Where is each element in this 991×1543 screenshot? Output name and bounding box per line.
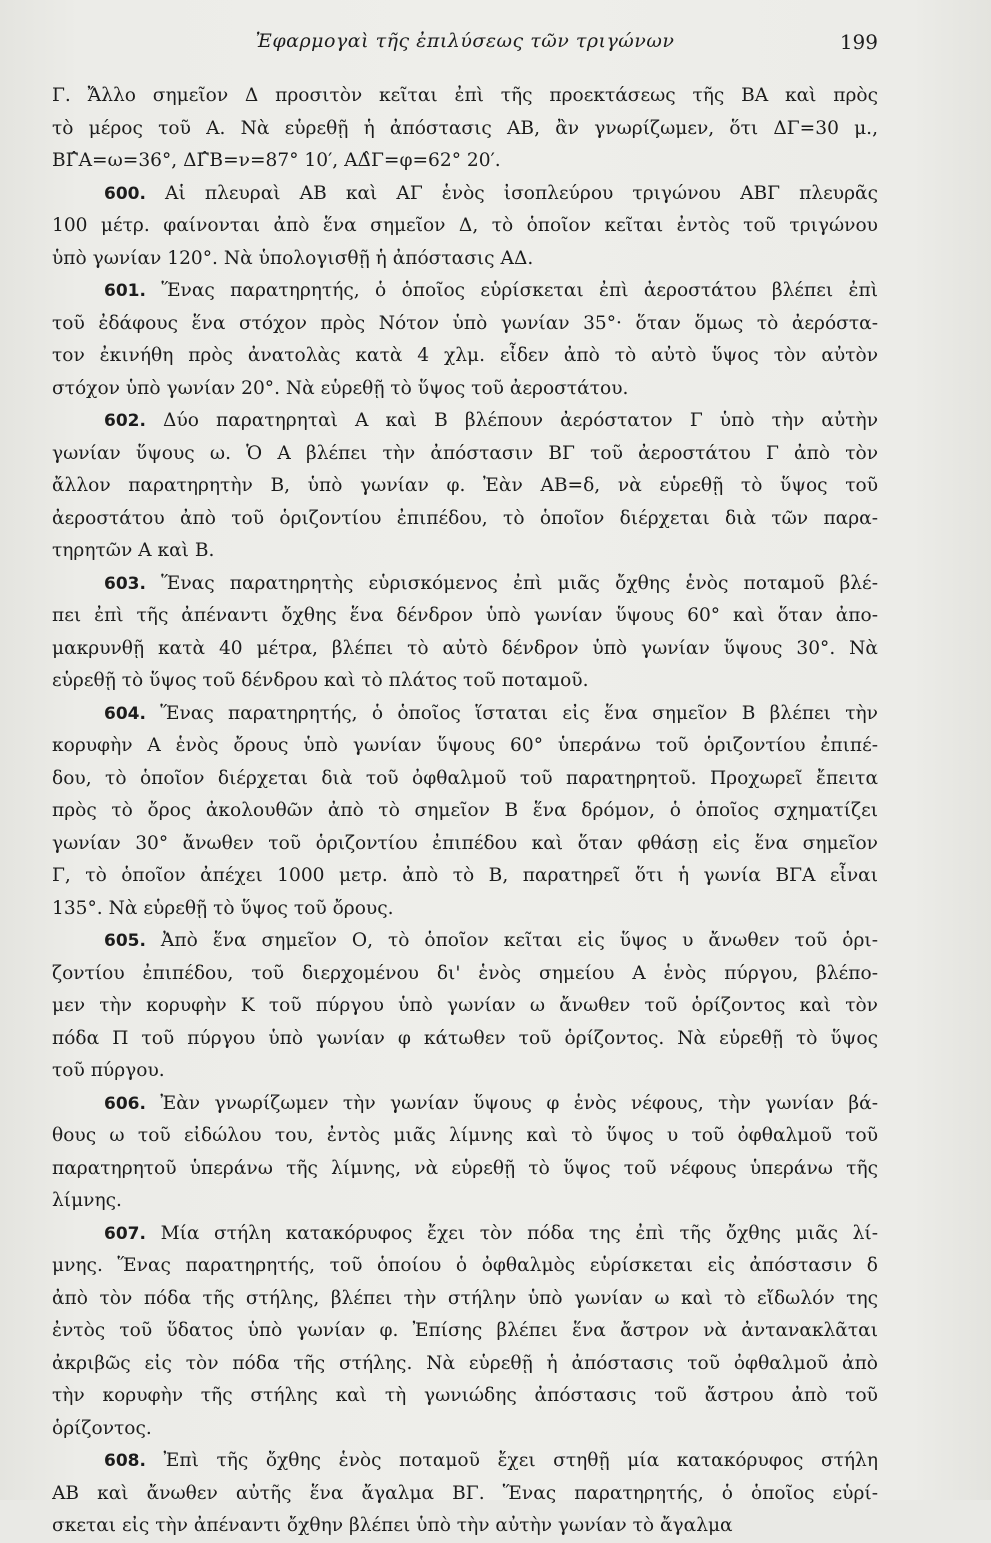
text-line — [52, 600, 878, 633]
line-text: τον ἐκινήθη πρὸς ἀνατολὰς κατὰ 4 χλμ. εἶδεν ἀπὸ τὸ αὐτὸ ὕψος τὸν αὐτὸν — [52, 345, 878, 366]
text-line — [52, 828, 878, 861]
problem-606 — [52, 1088, 878, 1218]
line-text: Ἕνας παρατηρητής, ὁ ὁποῖος εὑρίσκεται ἐπὶ ἀεροστάτου βλέπει ἐπὶ — [161, 280, 878, 301]
line-text: ἀπὸ τὸν πόδα τῆς στήλης, βλέπει τὴν στήλην ὑπὸ γωνίαν ω καὶ τὸ εἴδωλόν της — [52, 1287, 878, 1309]
text-line — [52, 893, 878, 926]
text-line — [52, 958, 878, 991]
text-line — [52, 1120, 878, 1153]
text-line — [52, 568, 878, 601]
text-line — [52, 925, 878, 958]
text-line — [52, 1478, 878, 1511]
text-line — [52, 275, 878, 308]
line-text: ζοντίου ἐπιπέδου, τοῦ διερχομένου δι' ἑνὸς σημείου Α ἑνὸς πύργου, βλέπο- — [52, 962, 878, 984]
line-text: Ἕνας παρατηρητής, ὁ ὁποῖος ἵσταται εἰς ἕνα σημεῖον Β βλέπει τὴν — [160, 702, 878, 724]
line-text: ὁρίζοντος. — [52, 1417, 152, 1439]
problem-number: 607. — [104, 1223, 146, 1244]
problem-602 — [52, 405, 878, 568]
page-header — [52, 30, 878, 58]
problem-605 — [52, 925, 878, 1088]
line-text: τοῦ ἐδάφους ἕνα στόχον πρὸς Νότον ὑπὸ γωνίαν 35°· ὅταν ὅμως τὸ ἀερόστα- — [52, 312, 878, 334]
text-line — [52, 1315, 878, 1348]
line-text: Μία στήλη κατακόρυφος ἔχει τὸν πόδα της ἐπὶ τῆς ὄχθης μιᾶς λί- — [160, 1222, 878, 1244]
line-text: παρατηρητοῦ ὑπεράνω τῆς λίμνης, νὰ εὑρεθῇ τὸ ὕψος τοῦ νέφους ὑπεράνω τῆς — [52, 1157, 878, 1179]
line-text: τὸ μέρος τοῦ Α. Νὰ εὑρεθῇ ἡ ἀπόστασις ΑΒ, ἂν γνωρίζωμεν, ὅτι ΔΓ=30 μ., — [52, 117, 878, 139]
line-text: στόχον ὑπὸ γωνίαν 20°. Νὰ εὑρεθῇ τὸ ὕψος τοῦ ἀεροστάτου. — [52, 377, 629, 399]
text-line — [52, 1445, 878, 1478]
text-line — [52, 1185, 878, 1218]
line-text: μακρυνθῇ κατὰ 40 μέτρα, βλέπει τὸ αὐτὸ δένδρον ὑπὸ γωνίαν ὕψους 30°. Νὰ — [52, 637, 878, 659]
text-line — [52, 113, 878, 146]
problem-607 — [52, 1218, 878, 1446]
text-line — [52, 80, 878, 113]
line-text: Δύο παρατηρηταὶ Α καὶ Β βλέπουν ἀερόστατον Γ ὑπὸ τὴν αὐτὴν — [163, 410, 878, 431]
line-text: ἀκριβῶς εἰς τὸν πόδα τῆς στήλης. Νὰ εὑρεθῇ ἡ ἀπόστασις τοῦ ὀφθαλμοῦ ἀπὸ — [52, 1352, 878, 1374]
body-text — [52, 80, 878, 1543]
text-line — [52, 633, 878, 666]
problem-604 — [52, 698, 878, 926]
line-text: γωνίαν ὕψους ω. Ὁ Α βλέπει τὴν ἀπόστασιν ΒΓ τοῦ ἀεροστάτου Γ ἀπὸ τὸν — [52, 442, 878, 464]
text-line — [52, 340, 878, 373]
text-line — [52, 308, 878, 341]
text-line — [52, 1055, 878, 1088]
problem-number: 608. — [104, 1451, 146, 1471]
line-text: 135°. Νὰ εὑρεθῇ τὸ ὕψος τοῦ ὄρους. — [52, 897, 394, 919]
text-line — [52, 1023, 878, 1056]
text-line — [52, 470, 878, 503]
line-text: Γ. Ἄλλο σημεῖον Δ προσιτὸν κεῖται ἐπὶ τῆς προεκτάσεως τῆς ΒΑ καὶ πρὸς — [52, 85, 878, 106]
text-line — [52, 1088, 878, 1121]
line-text: εὑρεθῇ τὸ ὕψος τοῦ δένδρου καὶ τὸ πλάτος τοῦ ποταμοῦ. — [52, 670, 589, 691]
problem-continuation — [52, 80, 878, 178]
line-text: πόδα Π τοῦ πύργου ὑπὸ γωνίαν φ κάτωθεν τοῦ ὁρίζοντος. Νὰ εὑρεθῇ τὸ ὕψος — [52, 1027, 878, 1049]
page-number: 199 — [839, 30, 878, 54]
line-text: μνης. Ἕνας παρατηρητής, τοῦ ὁποίου ὁ ὀφθαλμὸς εὑρίσκεται εἰς ἀπόστασιν δ — [52, 1255, 878, 1276]
line-text: γωνίαν 30° ἄνωθεν τοῦ ὁριζοντίου ἐπιπέδου καὶ ὅταν φθάσῃ εἰς ἕνα σημεῖον — [52, 832, 878, 854]
line-text: Ἐὰν γνωρίζωμεν τὴν γωνίαν ὕψους φ ἑνὸς νέφους, τὴν γωνίαν βά- — [160, 1092, 878, 1114]
text-line — [52, 243, 878, 276]
text-line — [52, 1380, 878, 1413]
text-line — [52, 1413, 878, 1446]
text-line — [52, 665, 878, 698]
line-text: λίμνης. — [52, 1190, 122, 1211]
line-text: Γ, τὸ ὁποῖον ἀπέχει 1000 μετρ. ἀπὸ τὸ Β, παρατηρεῖ ὅτι ἡ γωνία ΒΓΑ εἶναι — [52, 865, 878, 886]
text-line — [52, 860, 878, 893]
problem-608 — [52, 1445, 878, 1543]
line-text: 100 μέτρ. φαίνονται ἀπὸ ἕνα σημεῖον Δ, τὸ ὁποῖον κεῖται ἐντὸς τοῦ τριγώνου — [52, 215, 878, 236]
text-line — [52, 1153, 878, 1186]
problem-number: 602. — [104, 411, 146, 431]
text-line — [52, 1218, 878, 1251]
text-line — [52, 178, 878, 211]
line-text: τοῦ πύργου. — [52, 1060, 165, 1081]
line-text: ἄλλον παρατηρητὴν Β, ὑπὸ γωνίαν φ. Ἐὰν ΑΒ=δ, νὰ εὑρεθῇ τὸ ὕψος τοῦ — [52, 475, 878, 496]
line-text: τὴν κορυφὴν τῆς στήλης καὶ τὴ γωνιώδης ἀπόστασις τοῦ ἄστρου ἀπὸ τοῦ — [52, 1385, 878, 1406]
line-text: ἀεροστάτου ἀπὸ τοῦ ὁριζοντίου ἐπιπέδου, τὸ ὁποῖον διέρχεται διὰ τῶν παρα- — [52, 507, 878, 529]
running-title: Ἐφαρμογαὶ τῆς ἐπιλύσεως τῶν τριγώνων — [255, 30, 675, 52]
text-line — [52, 698, 878, 731]
problem-number: 605. — [104, 931, 146, 951]
text-line — [52, 990, 878, 1023]
text-line — [52, 795, 878, 828]
line-text: Ἀπὸ ἕνα σημεῖον Ο, τὸ ὁποῖον κεῖται εἰς ὕψος υ ἄνωθεν τοῦ ὁρι- — [160, 930, 878, 951]
line-text: ΑΒ καὶ ἄνωθεν αὐτῆς ἕνα ἄγαλμα ΒΓ. Ἕνας παρατηρητής, ὁ ὁποῖος εὑρί- — [52, 1482, 878, 1504]
text-line — [52, 210, 878, 243]
text-line — [52, 1250, 878, 1283]
text-line — [52, 535, 878, 568]
problem-601 — [52, 275, 878, 405]
line-text: κορυφὴν Α ἑνὸς ὄρους ὑπὸ γωνίαν ὕψους 60° ὑπεράνω τοῦ ὁριζοντίου ἐπιπέ- — [52, 735, 878, 756]
line-text: σκεται εἰς τὴν ἀπέναντι ὄχθην βλέπει ὑπὸ τὴν αὐτὴν γωνίαν τὸ ἄγαλμα — [52, 1515, 733, 1536]
text-line — [52, 1283, 878, 1316]
text-line — [52, 763, 878, 796]
text-line — [52, 730, 878, 763]
line-text: Ἐπὶ τῆς ὄχθης ἑνὸς ποταμοῦ ἔχει στηθῇ μία κατακόρυφος στήλη — [163, 1450, 878, 1471]
text-line — [52, 373, 878, 406]
line-text: θους ω τοῦ εἰδώλου του, ἐντὸς μιᾶς λίμνης καὶ τὸ ὕψος υ τοῦ ὀφθαλμοῦ τοῦ — [52, 1125, 878, 1146]
line-text: ΒΓ̂Α=ω=36°, ΔΓ̂Β=ν=87° 10′, ΑΔ̂Γ=φ=62° 20′. — [52, 150, 501, 171]
line-text: πρὸς τὸ ὄρος ἀκολουθῶν ἀπὸ τὸ σημεῖον Β ἕνα δρόμον, ὁ ὁποῖος σχηματίζει — [52, 800, 878, 821]
line-text: μεν τὴν κορυφὴν Κ τοῦ πύργου ὑπὸ γωνίαν ω ἄνωθεν τοῦ ὁρίζοντος καὶ τὸν — [52, 995, 878, 1016]
problem-number: 604. — [104, 703, 146, 724]
text-line — [52, 438, 878, 471]
text-line — [52, 145, 878, 178]
problem-number: 606. — [104, 1093, 146, 1114]
problem-number: 600. — [104, 183, 146, 204]
problem-number: 601. — [104, 281, 146, 301]
problem-600 — [52, 178, 878, 276]
problem-603 — [52, 568, 878, 698]
text-line — [52, 1348, 878, 1381]
problem-number: 603. — [104, 573, 146, 594]
line-text: τηρητῶν Α καὶ Β. — [52, 540, 215, 561]
text-line — [52, 503, 878, 536]
line-text: ὑπὸ γωνίαν 120°. Νὰ ὑπολογισθῇ ἡ ἀπόστασις ΑΔ. — [52, 247, 534, 269]
text-line — [52, 1510, 878, 1543]
line-text: Ἕνας παρατηρητὴς εὑρισκόμενος ἐπὶ μιᾶς ὄχθης ἑνὸς ποταμοῦ βλέ- — [161, 572, 878, 594]
line-text: δου, τὸ ὁποῖον διέρχεται διὰ τοῦ ὀφθαλμοῦ τοῦ παρατηρητοῦ. Προχωρεῖ ἔπειτα — [52, 767, 878, 789]
line-text: Αἱ πλευραὶ ΑΒ καὶ ΑΓ ἑνὸς ἰσοπλεύρου τριγώνου ΑΒΓ πλευρᾶς — [165, 182, 878, 204]
text-line — [52, 405, 878, 438]
line-text: ἐντὸς τοῦ ὕδατος ὑπὸ γωνίαν φ. Ἐπίσης βλέπει ἕνα ἄστρον νὰ ἀντανακλᾶται — [52, 1320, 878, 1341]
line-text: πει ἐπὶ τῆς ἀπέναντι ὄχθης ἕνα δένδρον ὑπὸ γωνίαν ὕψους 60° καὶ ὅταν ἀπο- — [52, 605, 878, 626]
